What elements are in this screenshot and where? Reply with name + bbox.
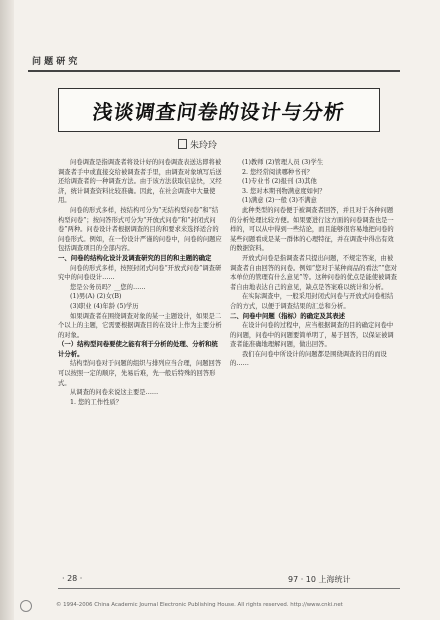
- section-heading: 二、问卷中问题（指标）的确定及其表述: [230, 311, 346, 320]
- paragraph: 问卷的形式多样，按结构可分为“无结构型问卷”和“结构型问卷”；按问答形式可分为“开放式问卷”和“封闭式问卷”两种。问卷设计者根据调查的目的和要求来选择适合的问卷形式。例如，在一份设计严谨的问卷中，问卷的问题应包括调查项目的全部内容。: [58, 206, 222, 253]
- paragraph: (1)满意 (2)一般 (3)不满意: [242, 197, 317, 205]
- section-heading: （一）结构型问卷要使之能有利于分析的处理、分析和统计分析。: [58, 340, 218, 358]
- paragraph: 在实际调查中，一般采用封闭式问卷与开放式问卷相结合的方式，以便于调查结果的汇总和分析。: [230, 293, 394, 310]
- author-line: [178, 138, 217, 151]
- paragraph: 从调查的问卷来说这主要是……: [70, 389, 159, 397]
- paragraph: 结构型问卷对于问题的组织与排列应当合理，问题回答可以按照一定的顺序，先易后难，先一般后特殊的回答形式。: [58, 360, 222, 387]
- paragraph: (3)职业 (4)年龄 (5)学历: [70, 302, 139, 310]
- paragraph: 此种类型的问卷便于被调查者回答，并且对于各种问题的分析处理比较方便。如果要进行这方面的问卷调查也是一样的，可以从中得到一些结论，而且能够很容易地把问卷的某些问题看成是某一群体的心理特征，并在调查中得出有效的数据资料。: [230, 206, 394, 253]
- right-column: [230, 158, 398, 369]
- section-header: 问 题 研 究: [32, 57, 78, 67]
- paragraph: 2. 您经常阅读哪种书刊？: [242, 168, 313, 176]
- section-heading: 一、问卷的结构化设计及调查研究的目的和主题的确定: [58, 253, 212, 262]
- article-title: 浅谈调查问卷的设计与分析: [91, 99, 347, 124]
- paragraph: (1)教师 (2)管理人员 (3)学生: [242, 159, 324, 166]
- paragraph: 问卷调查是指调查者将设计好的问卷调查表送达即将被调查者手中或直接交给被调查者手里，由调查对象填写后送还给调查者的一种调查方法。由于该方法获取信息快，又经济，统计调查资料比较准确。因此，在社会调查中大量使用。: [58, 159, 222, 205]
- footer-rule: [58, 588, 400, 589]
- paragraph: 1. 您的工作性质？: [70, 398, 123, 406]
- paragraph: 3. 您对本期刊物满意度如何？: [242, 187, 326, 195]
- header-rule: [28, 70, 400, 72]
- paragraph: 开放式问卷是指调查者只提出问题，不规定答案，由被调查者自由回答的问卷。例如“您对于某种商品的看法”“您对本单位的管理有什么意见”等。这种问卷的优点是能使被调查者自由地表达自己的意见，缺点是答案难以统计和分析。: [230, 254, 398, 291]
- paragraph: 在设计问卷的过程中，应当根据调查的目的确定问卷中的问题，问卷中的问题要简单明了，易于回答，以保证被调查者能准确地理解问题，做出回答。: [230, 322, 394, 349]
- paragraph: (1)男(A) (2)女(B): [70, 293, 122, 301]
- page-number: · 28 ·: [62, 574, 83, 583]
- title-box: [58, 88, 380, 132]
- paragraph: 我们在问卷中所设计的问题都是围绕调查的目的而设的……: [230, 350, 387, 368]
- journal-issue: 97 · 10 上海统计: [288, 575, 351, 584]
- scan-mark-icon: [20, 600, 32, 612]
- paragraph: (1)专业书 (2)报刊 (3)其他: [242, 178, 317, 186]
- paragraph: 问卷的形式多样，按照封闭式问卷“开放式问卷”调查研究中的问卷设计……: [58, 264, 222, 282]
- left-column: [58, 158, 223, 407]
- paragraph: 您是公务员吗？__您的……: [70, 283, 146, 291]
- paragraph: 如果调查者在围绕调查对象的某一主题设计，如果是二个以上的主题，它需要根据调查目的在设计上作为主要分析的对象。: [58, 312, 222, 339]
- scan-edge: [0, 0, 14, 620]
- author-name: 朱玲玲: [190, 141, 218, 151]
- author-marker-icon: [178, 139, 187, 149]
- copyright-line: © 1994-2006 China Academic Journal Electronic Publishing House. All rights reserved. http://www.cnki.net: [56, 602, 343, 608]
